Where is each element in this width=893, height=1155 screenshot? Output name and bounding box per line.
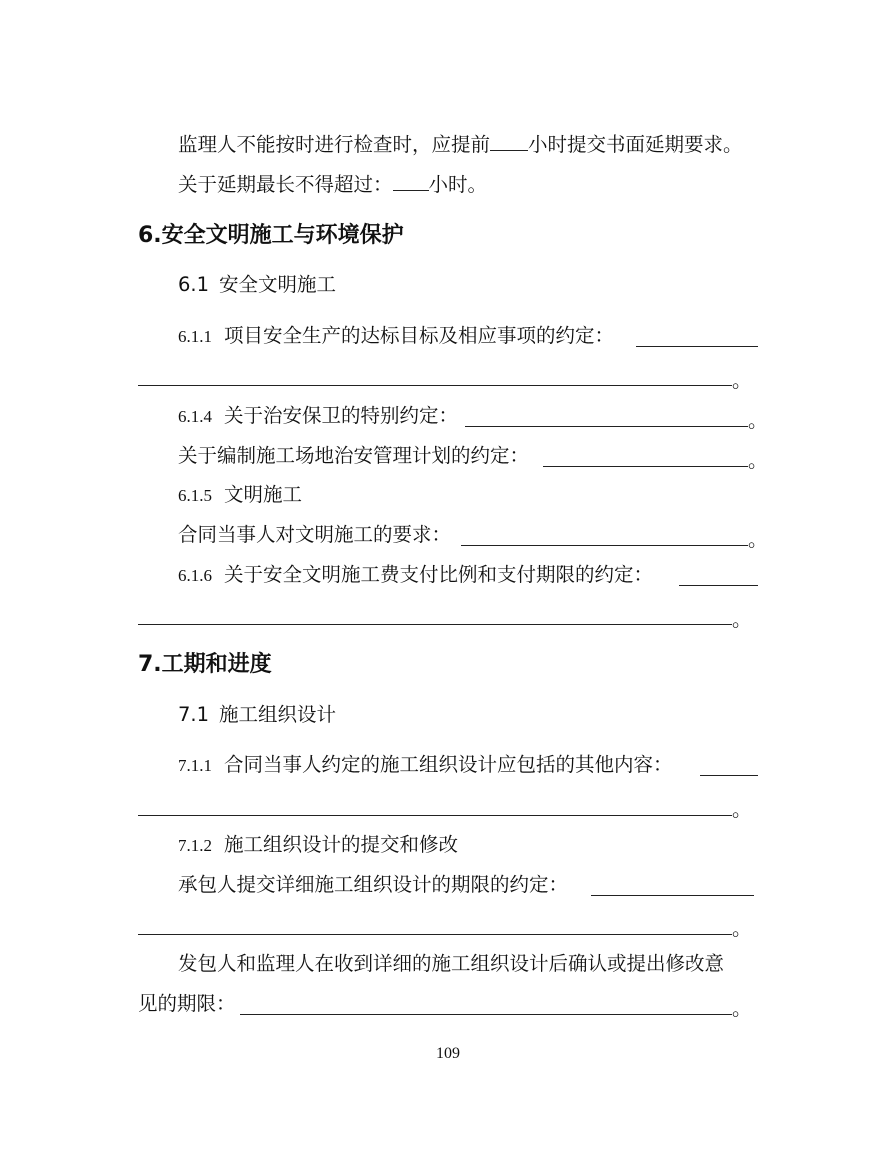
subsection-title: 施工组织设计 xyxy=(219,703,337,726)
fill-blank-6-1-4[interactable] xyxy=(465,426,748,427)
clause-6-1-1 xyxy=(178,323,614,350)
security-plan-line: 关于编制施工场地治安管理计划的约定： xyxy=(178,444,530,467)
clause-number: 6.1.1 xyxy=(178,327,212,346)
period: 。 xyxy=(732,608,752,631)
clause-text: 合同当事人约定的施工组织设计应包括的其他内容： xyxy=(224,753,673,776)
max-delay-text: 关于延期最长不得超过： xyxy=(178,173,393,196)
subsection-number: 7.1 xyxy=(178,703,210,726)
period: 。 xyxy=(732,369,752,392)
period: 。 xyxy=(732,798,752,821)
clause-text: 关于安全文明施工费支付比例和支付期限的约定： xyxy=(224,563,654,586)
confirmation-line-2: 见的期限： xyxy=(138,992,236,1015)
fill-blank-submission-a[interactable] xyxy=(591,895,754,896)
fill-blank-security-plan[interactable] xyxy=(543,466,748,467)
period: 。 xyxy=(732,917,752,940)
subsection-6-1 xyxy=(178,272,336,298)
page-number: 109 xyxy=(436,1045,460,1062)
fill-blank-submission-b[interactable] xyxy=(138,934,732,935)
section-6-heading: 6.安全文明施工与环境保护 xyxy=(138,223,404,248)
fill-blank-confirmation[interactable] xyxy=(240,1014,732,1015)
max-delay-blank[interactable] xyxy=(393,172,429,191)
clause-6-1-4 xyxy=(178,403,458,430)
subsection-7-1 xyxy=(178,702,336,728)
clause-number: 6.1.5 xyxy=(178,486,212,505)
fill-blank-6-1-1-b[interactable] xyxy=(138,385,732,386)
max-delay-unit: 小时。 xyxy=(428,173,488,196)
clause-6-1-5 xyxy=(178,482,302,509)
fill-blank-requirement[interactable] xyxy=(461,545,748,546)
clause-text: 文明施工 xyxy=(224,483,303,506)
fill-blank-6-1-6-b[interactable] xyxy=(138,624,732,625)
fill-blank-6-1-6-a[interactable] xyxy=(679,585,758,586)
clause-7-1-2 xyxy=(178,832,458,859)
clause-text: 项目安全生产的达标目标及相应事项的约定： xyxy=(224,324,615,347)
hours-blank[interactable] xyxy=(490,132,528,151)
fill-blank-7-1-1-b[interactable] xyxy=(138,815,732,816)
clause-text: 施工组织设计的提交和修改 xyxy=(224,833,459,856)
submission-period-line: 承包人提交详细施工组织设计的期限的约定： xyxy=(178,873,569,896)
clause-number: 6.1.6 xyxy=(178,566,212,585)
section-7-heading: 7.工期和进度 xyxy=(138,652,272,677)
inspection-delay-text: 监理人不能按时进行检查时，应提前 xyxy=(178,133,491,156)
clause-number: 6.1.4 xyxy=(178,407,212,426)
fill-blank-6-1-1-a[interactable] xyxy=(636,346,758,347)
period: 。 xyxy=(732,997,752,1020)
subsection-number: 6.1 xyxy=(178,273,210,296)
fill-blank-7-1-1-a[interactable] xyxy=(700,775,758,776)
period: 。 xyxy=(748,409,768,432)
civilized-requirement-line: 合同当事人对文明施工的要求： xyxy=(178,523,452,546)
clause-7-1-1 xyxy=(178,752,673,779)
clause-number: 7.1.2 xyxy=(178,836,212,855)
inspection-delay-line xyxy=(178,132,743,158)
inspection-delay-text-tail: 小时提交书面延期要求。 xyxy=(528,133,743,156)
clause-number: 7.1.1 xyxy=(178,756,212,775)
clause-text: 关于治安保卫的特别约定： xyxy=(224,404,459,427)
clause-6-1-6 xyxy=(178,562,653,589)
period: 。 xyxy=(748,528,768,551)
confirmation-line-1: 发包人和监理人在收到详细的施工组织设计后确认或提出修改意 xyxy=(178,952,725,975)
max-delay-line xyxy=(178,172,487,198)
period: 。 xyxy=(748,449,768,472)
subsection-title: 安全文明施工 xyxy=(219,273,337,296)
